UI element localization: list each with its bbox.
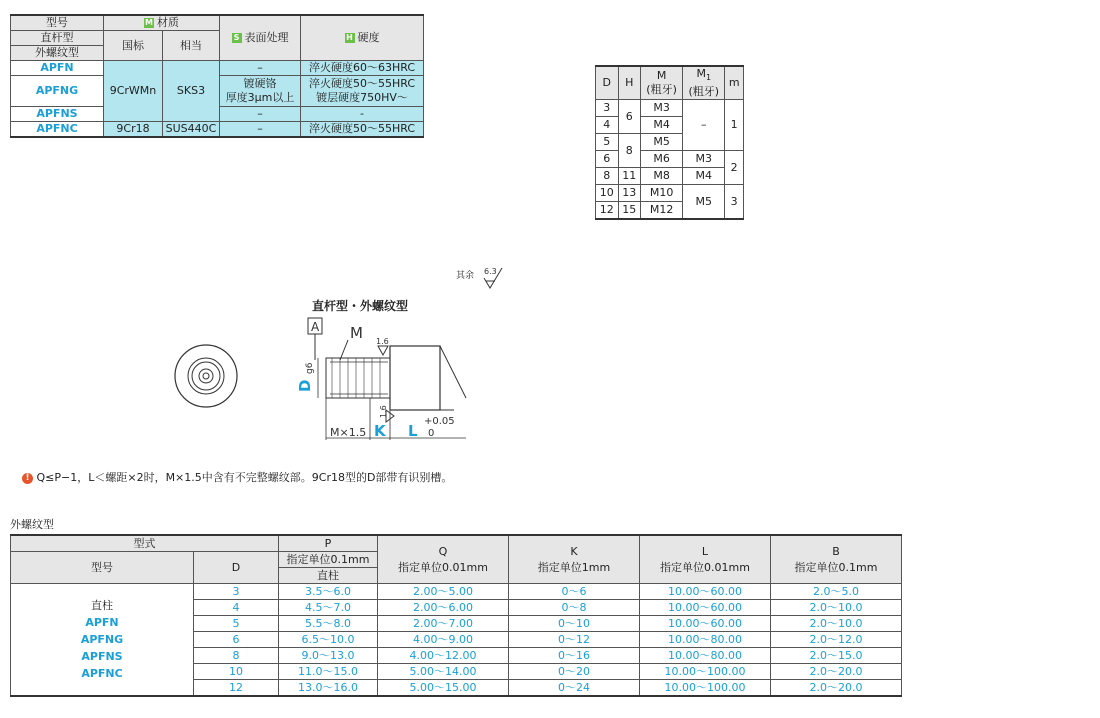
- d-cell: 3: [194, 584, 279, 600]
- q-cell: 5.00～14.00: [378, 664, 509, 680]
- header-material-label: 材质: [157, 16, 179, 29]
- l-cell: 10.00～60.00: [640, 600, 771, 616]
- q-cell: 2.00～6.00: [378, 600, 509, 616]
- end-view-drawing: [172, 342, 242, 412]
- header-mm: m: [725, 66, 744, 100]
- m1-cell: M5: [683, 185, 725, 220]
- d-cell: 6: [194, 632, 279, 648]
- header-m-sub: (粗牙): [646, 83, 677, 97]
- hardness-badge-icon: H: [346, 33, 353, 42]
- d-cell: 10: [194, 664, 279, 680]
- b-cell: 2.0～20.0: [771, 664, 902, 680]
- d-cell: 6: [596, 151, 619, 168]
- surface-badge-icon: S: [232, 33, 242, 43]
- warning-icon: !: [22, 473, 33, 484]
- mm-cell: 2: [725, 151, 744, 185]
- q-cell: 5.00～15.00: [378, 680, 509, 697]
- b-cell: 2.0～12.0: [771, 632, 902, 648]
- datum-label: A: [311, 320, 320, 334]
- d-cell: 3: [596, 100, 619, 117]
- surface-apfng-line1: 镀硬铬: [243, 77, 277, 90]
- d-cell: 4: [596, 117, 619, 134]
- header-type: 型号: [11, 15, 104, 31]
- header-format: 型式: [11, 535, 279, 552]
- header-b-unit: 指定单位0.1mm: [794, 560, 878, 574]
- k-cell: 0～16: [509, 648, 640, 664]
- m-cell: M12: [641, 202, 683, 220]
- p-cell: 11.0～15.0: [279, 664, 378, 680]
- rest-roughness-note: [456, 268, 474, 281]
- rest-roughness-value: 6.3: [484, 267, 497, 276]
- l-cell: 10.00～80.00: [640, 632, 771, 648]
- section-title: 外螺纹型: [10, 518, 54, 531]
- type-apfnc: APFNC: [11, 122, 104, 138]
- rest-roughness-symbol: [482, 266, 506, 290]
- hardness-apfng: [301, 76, 424, 107]
- b-cell: 2.0～5.0: [771, 584, 902, 600]
- l-tol-lower: 0: [428, 428, 435, 439]
- hardness-apfng-line2: 镀层硬度750HV～: [316, 91, 408, 104]
- header-q-unit: 指定单位0.01mm: [398, 560, 488, 574]
- type-item: APFNG: [80, 633, 124, 646]
- d-label: D: [296, 379, 314, 392]
- l-cell: 10.00～80.00: [640, 648, 771, 664]
- k-cell: 0～6: [509, 584, 640, 600]
- l-label: L: [408, 422, 418, 440]
- k-cell: 0～10: [509, 616, 640, 632]
- k-cell: 0～24: [509, 680, 640, 697]
- surface-apfn: –: [220, 61, 301, 76]
- b-cell: 2.0～10.0: [771, 600, 902, 616]
- header-national: 国标: [104, 31, 163, 61]
- size-table: [10, 534, 902, 697]
- rest-label: 其余: [456, 271, 475, 281]
- k-label: K: [374, 422, 386, 440]
- l-cell: 10.00～60.00: [640, 616, 771, 632]
- equiv-sks3: SKS3: [163, 61, 220, 122]
- m-cell: M5: [641, 134, 683, 151]
- d-cell: 12: [596, 202, 619, 220]
- header-thread: 外螺纹型: [11, 46, 104, 61]
- m-cell: M8: [641, 168, 683, 185]
- d-cell: 8: [194, 648, 279, 664]
- h-cell: 8: [618, 134, 641, 168]
- d-sub-label: g6: [305, 362, 315, 374]
- h-cell: 13: [618, 185, 641, 202]
- side-view-drawing: [296, 316, 486, 446]
- header-l-unit: 指定单位0.01mm: [660, 560, 750, 574]
- header-d: D: [194, 552, 279, 584]
- p-cell: 9.0～13.0: [279, 648, 378, 664]
- hardness-apfnc: 淬火硬度50～55HRC: [301, 122, 424, 138]
- header-hardness: [301, 15, 424, 61]
- header-p-unit: 指定单位0.1mm: [279, 552, 378, 568]
- material-table: [10, 14, 424, 138]
- p-cell: 6.5～10.0: [279, 632, 378, 648]
- roughness-top-value: 1.6: [376, 337, 389, 346]
- b-cell: 2.0～15.0: [771, 648, 902, 664]
- h-cell: 11: [618, 168, 641, 185]
- gb-9crwmn: 9CrWMn: [104, 61, 163, 122]
- m-label: M: [350, 324, 363, 342]
- m-cell: M3: [641, 100, 683, 117]
- l-cell: 10.00～60.00: [640, 584, 771, 600]
- header-p-sub: 直柱: [279, 568, 378, 584]
- b-cell: 2.0～10.0: [771, 616, 902, 632]
- d-cell: 4: [194, 600, 279, 616]
- m-cell: M6: [641, 151, 683, 168]
- d-cell: 10: [596, 185, 619, 202]
- q-cell: 4.00～9.00: [378, 632, 509, 648]
- header-equiv: 相当: [163, 31, 220, 61]
- header-b-label: B: [832, 544, 840, 558]
- type-list: [11, 584, 194, 697]
- surface-apfnc: –: [220, 122, 301, 138]
- q-cell: 2.00～7.00: [378, 616, 509, 632]
- hardness-apfng-line1: 淬火硬度50～55HRC: [308, 77, 416, 90]
- header-m1-sub: (粗牙): [688, 85, 720, 99]
- type-apfns: APFNS: [11, 107, 104, 122]
- header-straight: 直杆型: [11, 31, 104, 46]
- q-cell: 4.00～12.00: [378, 648, 509, 664]
- surface-apfng: [220, 76, 301, 107]
- h-cell: 15: [618, 202, 641, 220]
- type-apfng: APFNG: [11, 76, 104, 107]
- m-dim-label: M×1.5: [330, 426, 367, 439]
- header-type: 型号: [11, 552, 194, 584]
- q-cell: 2.00～5.00: [378, 584, 509, 600]
- d-cell: 5: [596, 134, 619, 151]
- note-text: Q≤P−1，L＜螺距×2时，M×1.5中含有不完整螺纹部。9Cr18型的D部带有识别槽。: [36, 471, 453, 484]
- surface-apfns: –: [220, 107, 301, 122]
- note: [22, 469, 452, 485]
- header-p: P: [279, 535, 378, 552]
- p-cell: 4.5～7.0: [279, 600, 378, 616]
- mm-cell: 3: [725, 185, 744, 220]
- header-h: H: [618, 66, 641, 100]
- l-cell: 10.00～100.00: [640, 664, 771, 680]
- p-cell: 3.5～6.0: [279, 584, 378, 600]
- header-m1-index: 1: [705, 73, 712, 83]
- header-b: [771, 535, 902, 584]
- header-surface: [220, 15, 301, 61]
- type-item: APFN: [85, 616, 119, 629]
- d-cell: 12: [194, 680, 279, 697]
- hardness-apfn: 淬火硬度60～63HRC: [301, 61, 424, 76]
- m1-cell: –: [683, 100, 725, 151]
- header-l: [640, 535, 771, 584]
- header-k: [509, 535, 640, 584]
- k-cell: 0～8: [509, 600, 640, 616]
- header-m: [641, 66, 683, 100]
- header-l-label: L: [701, 544, 709, 558]
- k-cell: 0～20: [509, 664, 640, 680]
- header-surface-label: 表面处理: [244, 31, 289, 44]
- hardness-apfns: -: [301, 107, 424, 122]
- header-k-label: K: [570, 544, 578, 558]
- mm-cell: 1: [725, 100, 744, 151]
- l-tol-upper: +0.05: [424, 416, 455, 427]
- header-q-label: Q: [438, 544, 448, 558]
- gb-9cr18: 9Cr18: [104, 122, 163, 138]
- m1-cell: M4: [683, 168, 725, 185]
- h-cell: 6: [618, 100, 641, 134]
- header-q: [378, 535, 509, 584]
- type-apfn: APFN: [11, 61, 104, 76]
- header-m-label: M: [656, 69, 667, 83]
- equiv-sus440c: SUS440C: [163, 122, 220, 138]
- m-cell: M10: [641, 185, 683, 202]
- header-m1-label: M: [696, 67, 706, 80]
- header-m1: [683, 66, 725, 100]
- type-item: APFNS: [81, 650, 123, 663]
- dimension-table: [595, 65, 744, 220]
- m1-cell: M3: [683, 151, 725, 168]
- k-cell: 0～12: [509, 632, 640, 648]
- d-cell: 8: [596, 168, 619, 185]
- b-cell: 2.0～20.0: [771, 680, 902, 697]
- m-cell: M4: [641, 117, 683, 134]
- header-hardness-label: 硬度: [357, 31, 380, 44]
- material-badge-icon: M: [145, 18, 153, 27]
- header-k-unit: 指定单位1mm: [537, 560, 611, 574]
- p-cell: 5.5～8.0: [279, 616, 378, 632]
- header-material: [104, 15, 220, 31]
- surface-apfng-line2: 厚度3μm以上: [225, 91, 295, 104]
- drawing-title: 直杆型・外螺纹型: [312, 299, 409, 313]
- type-item: APFNC: [81, 667, 123, 680]
- p-cell: 13.0～16.0: [279, 680, 378, 697]
- l-cell: 10.00～100.00: [640, 680, 771, 697]
- type-item: 直柱: [91, 599, 113, 612]
- header-d: D: [596, 66, 619, 100]
- roughness-side-value: 1.6: [379, 405, 388, 418]
- d-cell: 5: [194, 616, 279, 632]
